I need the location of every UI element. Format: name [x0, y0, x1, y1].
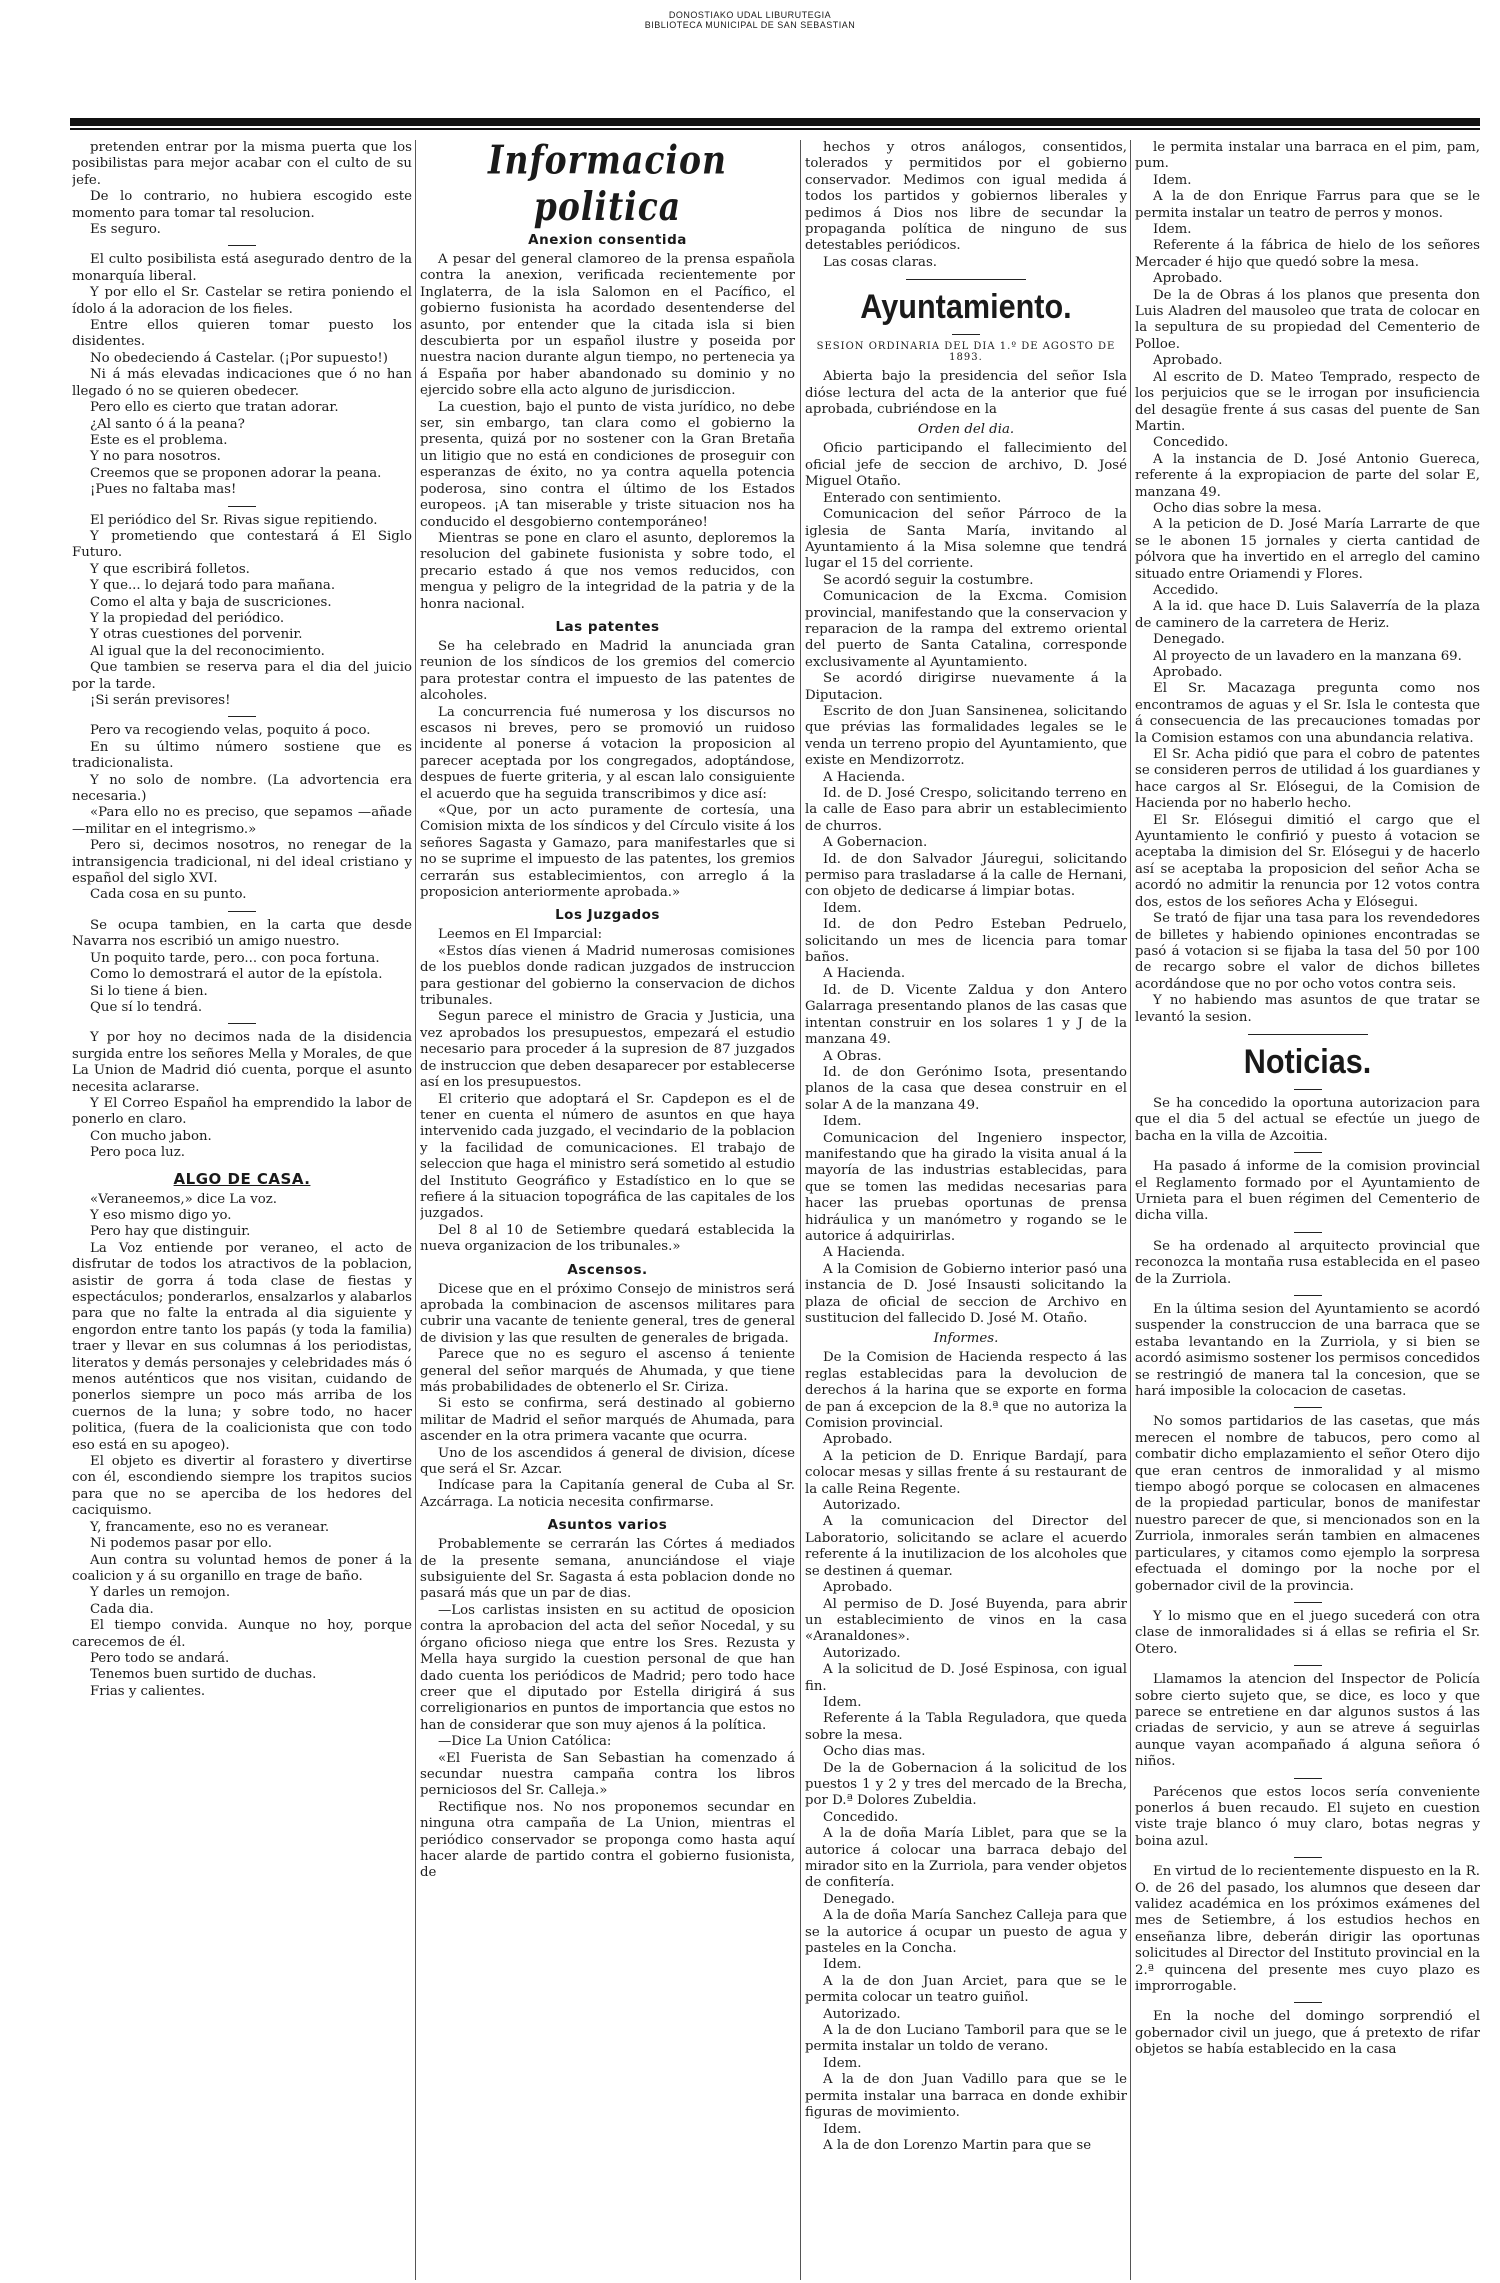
paragraph: Aun contra su voluntad hemos de poner á la coalicion y á su organillo en trage de baño.	[72, 1552, 412, 1584]
paragraph: El Sr. Macazaga pregunta como nos encontramos de aguas y el Sr. Isla le contesta que á consecuencia de las precauciones tomadas por la Comision estamos con una abundancia relativa.	[1135, 681, 1480, 746]
paragraph: Se acordó seguir la costumbre.	[823, 572, 1034, 588]
paragraph: Pero va recogiendo velas, poquito á poco.	[90, 723, 371, 739]
paragraph: Se ha celebrado en Madrid la anunciada gran reunion de los síndicos de los gremios del comercio para protestar contra el impuesto de las patentes de alcoholes.	[420, 638, 795, 704]
paragraph: En su último número sostiene que es tradicionalista.	[72, 739, 412, 772]
paragraph: Y por ello el Sr. Castelar se retira poniendo el ídolo á la adoracion de los fieles.	[72, 285, 412, 317]
paragraph: Enterado con sentimiento.	[823, 490, 1002, 506]
item-separator	[1294, 1407, 1322, 1408]
paragraph: Idem.	[823, 1114, 862, 1130]
paragraph: Pero poca luz.	[90, 1145, 185, 1161]
paragraph: A la comunicacion del Director del Laboratorio, solicitando se aclare el acuerdo referente á la inutilizacion de los alcoholes que se destinen á quemar.	[805, 1514, 1127, 1579]
paragraph: Probablemente se cerrarán las Córtes á mediados de la presente semana, anunciándose el viaje subsiguiente del Sr. Sagasta á esta poblacion donde no pasará más que un par de dias.	[420, 1537, 795, 1602]
paragraph: A Hacienda.	[823, 966, 906, 982]
paragraph: Aprobado.	[823, 1432, 893, 1448]
paragraph: A la de don Luciano Tamboril para que se le permita instalar un toldo de verano.	[805, 2023, 1127, 2055]
column-2	[420, 140, 795, 2280]
paragraph: No somos partidarios de las casetas, que más merecen el nombre de tabucos, pero como al combatir dicho emplazamiento el señor Otero dijo que eran centros de inmoralidad y al mismo tiempo abogó porque se colocasen en almacenes de la propiedad particular, bonos de manifestar nuestro parecer de que, si mencionados son en la Zurriola, inmorales serán tambien en almacenes particulares, y citamos como ejemplo la sorpresa efectuada el domingo por la noche por el gobernador civil de la provincia.	[1135, 1414, 1480, 1594]
paragraph: le permita instalar una barraca en el pim, pam, pum.	[1135, 140, 1480, 172]
paragraph: A la id. que hace D. Luis Salaverría de la plaza de caminero de la carretera de Heriz.	[1135, 599, 1480, 631]
paragraph: «Estos días vienen á Madrid numerosas comisiones de los pueblos donde radican juzgados de instruccion para gestionar del gobierno la conservacion de dichos tribunales.	[420, 943, 795, 1009]
paragraph: A la de don Juan Arciet, para que se le permita colocar un teatro guiñol.	[805, 1973, 1127, 2006]
paragraph: De la Comision de Hacienda respecto á las reglas establecidas para la devolucion de derechos á la harina que se exporte en forma de pan á excepcion de la 8.ª que no autoriza la Comision provincial.	[805, 1350, 1127, 1432]
column-4	[1135, 140, 1480, 2280]
paragraph: Comunicacion del señor Párroco de la iglesia de Santa María, invitando al Ayuntamiento á la Misa solemne que tendrá lugar el 15 del corriente.	[805, 507, 1127, 572]
paragraph: Y no habiendo mas asuntos de que tratar se levantó la sesion.	[1135, 993, 1480, 1025]
article-title-asuntos-varios: Asuntos varios	[547, 1517, 668, 1534]
paragraph: Aprobado.	[1153, 665, 1223, 680]
paragraph: Y por hoy no decimos nada de la disidencia surgida entre los señores Mella y Morales, de que La Union de Madrid dió cuenta, porque el asunto necesita aclararse.	[72, 1030, 412, 1095]
paragraph: Denegado.	[1153, 632, 1225, 648]
paragraph: Parécenos que estos locos sería conveniente ponerlos á buen recaudo. El sujeto en cuestion viste traje blanco ó muy claro, botas negras y boina azul.	[1135, 1784, 1480, 1849]
paragraph: A Hacienda.	[823, 1245, 906, 1261]
paragraph: Leemos en El Imparcial:	[438, 927, 603, 943]
paragraph: Ha pasado á informe de la comision provincial el Reglamento formado por el Ayuntamiento de Urnieta para el buen régimen del Cementerio de dicha villa.	[1135, 1159, 1480, 1224]
paragraph: Abierta bajo la presidencia del señor Isla dióse lectura del acta de la anterior que fué aprobada, cubriéndose en la	[805, 369, 1127, 418]
paragraph: El tiempo convida. Aunque no hoy, porque carecemos de él.	[72, 1618, 412, 1650]
paragraph: Y El Correo Español ha emprendido la labor de ponerlo en claro.	[72, 1095, 412, 1128]
paragraph: Creemos que se proponen adorar la peana.	[90, 465, 382, 481]
paragraph: La Voz entiende por veraneo, el acto de disfrutar de todos los atractivos de la poblacion, asistir de gorra á toda clase de fiestas y espectáculos; ponderarlos, ensalzarlos y alabarlos para que no falte la entrada al dia siguiente y engordon entre tanto los papás (y toda la familia) traer y llevar en sus columnas á los periodistas, literatos y demás personajes y celebridades más ó menos auténticos que nos visitan, cuidando de ponerlos siempre un poco más arriba de los cuernos de la luna; y sobre todo, no hacer politica, (fuera de la coalicionista que con todo eso está en su apogeo).	[72, 1240, 412, 1453]
masthead-rule-thin	[70, 128, 1480, 130]
paragraph: Idem.	[823, 1694, 862, 1710]
paragraph: En virtud de lo recientemente dispuesto en la R. O. de 26 del pasado, los alumnos que deseen dar validez académica en los próximos exámenes del mes de Setiembre, á los estudios hechos en enseñanza libre, deberán dirigir las oportunas solicitudes al Director del Instituto provincial en la 2.ª quincena del presente mes cuyo plazo es improrrogable.	[1135, 1864, 1480, 1995]
paragraph: pretenden entrar por la misma puerta que los posibilistas para mejor acabar con el culto de su jefe.	[72, 140, 412, 188]
paragraph: A pesar del general clamoreo de la prensa española contra la anexion, verificada recientemente por Inglaterra, de la isla Salomon en el Pacífico, el gobierno fusionista ha acordado desentenderse del asunto, por entender que la citada isla si bien descubierta por un español ilustre y poseida por nuestra nacion durante algun tiempo, no pertenecia ya á España por haber abandonado su dominio y no ejercido sobre ella acto alguno de jurisdiccion.	[420, 252, 795, 399]
paragraph: Autorizado.	[823, 1498, 901, 1514]
paragraph: Se trató de fijar una tasa para los revendedores de billetes y habiendo opiniones encontradas se pasó á votacion si se fijaba la tasa del 50 por 100 de recargo sobre el valor de dichos billetes acordándose que no por ocho votos contra seis.	[1135, 911, 1480, 992]
paragraph: Aprobado.	[823, 1580, 893, 1596]
paragraph: ¿Al santo ó á la peana?	[90, 416, 245, 432]
session-date: SESION ORDINARIA DEL DIA 1.º DE AGOSTO DE 1893.	[816, 341, 1116, 364]
paragraph: A la de don Lorenzo Martin para que se	[823, 2137, 1092, 2153]
paragraph: Al escrito de D. Mateo Temprado, respecto de los perjuicios que se le irrogan por insuficiencia del desagüe frente á sus casas del puente de San Martin.	[1135, 369, 1480, 434]
paragraph: Pero hay que distinguir.	[90, 1224, 251, 1240]
paragraph: ¡Si serán previsores!	[90, 693, 231, 708]
archive-header-line1: DONOSTIAKO UDAL LIBURUTEGIA	[668, 10, 832, 20]
paragraph: A la peticion de D. Enrique Bardají, para colocar mesas y sillas frente á su restaurant de la calle Reina Regente.	[805, 1448, 1127, 1497]
paragraph: Referente á la Tabla Reguladora, que queda sobre la mesa.	[805, 1711, 1127, 1743]
paragraph: A Obras.	[823, 1048, 882, 1064]
paragraph: Y, francamente, eso no es veranear.	[90, 1519, 330, 1535]
paragraph: Que sí lo tendrá.	[90, 999, 203, 1015]
paragraph: Con mucho jabon.	[90, 1128, 212, 1144]
article-title-ascensos: Ascensos.	[567, 1261, 648, 1278]
paragraph: Y darles un remojon.	[90, 1585, 231, 1601]
paragraph: «Veraneemos,» dice La voz.	[90, 1191, 278, 1207]
paragraph: Idem.	[823, 2055, 862, 2071]
informes-heading: Informes.	[933, 1331, 999, 1347]
paragraph: Y eso mismo digo yo.	[90, 1207, 232, 1223]
paragraph: Cada cosa en su punto.	[90, 887, 247, 903]
paragraph: Y que escribirá folletos.	[90, 561, 250, 577]
archive-header-line2: BIBLIOTECA MUNICIPAL DE SAN SEBASTIAN	[644, 20, 856, 30]
paragraph: «Que, por un acto puramente de cortesía, una Comision mixta de los síndicos y del Círculo visite á los señores Sagasta y Gamazo, para manifestarles que si no se suprime el impuesto de las patentes, los gremios cerrarán sus establecimientos, con arreglo á la proposicion anteriormente aprobada.»	[420, 803, 795, 901]
section-title-noticias: Noticias.	[1243, 1042, 1372, 1081]
paragraph: Concedido.	[823, 1809, 899, 1825]
paragraph: Se ha concedido la oportuna autorizacion para que el dia 5 del actual se efectúe un juego de bacha en la villa de Azcoitia.	[1135, 1095, 1480, 1144]
column-3	[805, 140, 1127, 2280]
paragraph: El Sr. Acha pidió que para el cobro de patentes se consideren perros de utilidad á los guardianes y hace cargos al Sr. Elósegui, de la Comision de Hacienda por no haberlo hecho.	[1135, 747, 1480, 812]
paragraph: Aprobado.	[1153, 271, 1223, 287]
column-divider	[800, 140, 801, 2280]
paragraph: Denegado.	[823, 1891, 895, 1907]
paragraph: En la última sesion del Ayuntamiento se acordó suspender la construccion de una barraca que se estaba levantando en la Zurriola, y si bien se acordó asimismo sostener los permisos concedidos se restringió de manera tal la concesion, que se hará imposible la colocacion de casetas.	[1135, 1302, 1480, 1400]
paragraph: De la de Gobernacion á la solicitud de los puestos 1 y 2 y tres del mercado de la Brecha, por D.ª Dolores Zubeldia.	[805, 1760, 1127, 1809]
column-1	[72, 140, 412, 2280]
paragraph: A la Comision de Gobierno interior pasó una instancia de D. José Insausti solicitando la plaza de oficial de seccion de Archivo en sustitucion del fallecido D. José M. Otaño.	[805, 1261, 1127, 1326]
paragraph: ¡Pues no faltaba mas!	[90, 482, 237, 498]
masthead-rule	[70, 118, 1480, 126]
item-separator	[1294, 2002, 1322, 2003]
paragraph: Idem.	[1153, 172, 1192, 188]
paragraph: Y no para nosotros.	[90, 449, 221, 465]
paragraph: Al igual que la del reconocimiento.	[90, 643, 325, 659]
paragraph: Comunicacion de la Excma. Comision provincial, manifestando que la conservacion y reparacion de la rampa del extremo oriental del puerto de Santa Catalina, corresponde exclusivamente al Ayuntamiento.	[805, 589, 1127, 670]
paragraph: «Para ello no es preciso, que sepamos —añade—militar en el integrismo.»	[72, 805, 412, 837]
paragraph: De lo contrario, no hubiera escogido este momento para tomar tal resolucion.	[72, 189, 412, 221]
paragraph: Id. de D. José Crespo, solicitando terreno en la calle de Easo para abrir un establecimiento de churros.	[805, 786, 1127, 834]
paragraph: Rectifique nos. No nos proponemos secundar en ninguna otra campaña de La Union, mientras el periódico conservador se proponga como hasta aquí hacer alarde de partido contra el gobierno fusionista, de	[420, 1799, 795, 1881]
paragraph: Como el alta y baja de suscriciones.	[90, 594, 332, 610]
paragraph: Se ocupa tambien, en la carta que desde Navarra nos escribió un amigo nuestro.	[72, 917, 412, 950]
paragraph: Entre ellos quieren tomar puesto los disidentes.	[72, 318, 412, 350]
paragraph: Y no solo de nombre. (La advortencia era necesaria.)	[72, 772, 412, 805]
paragraph: Frias y calientes.	[90, 1683, 206, 1699]
section-title-informacion-politica: Informacion politica	[488, 140, 727, 230]
paragraph: Pero todo se andará.	[90, 1650, 230, 1666]
paragraph: Idem.	[823, 2121, 862, 2137]
paragraph: Dicese que en el próximo Consejo de ministros será aprobada la combinacion de ascensos militares para cubrir una vacante de teniente general, tres de general de division y las que resulten de generales de brigada.	[420, 1281, 795, 1346]
orden-del-dia-heading: Orden del dia.	[917, 422, 1015, 438]
paragraph: Un poquito tarde, pero... con poca fortuna.	[90, 950, 380, 966]
archive-header	[0, 10, 1500, 30]
article-title-anexion: Anexion consentida	[528, 232, 687, 248]
paragraph: De la de Obras á los planos que presenta don Luis Aladren del mausoleo que trata de colocar en la sepultura de su propiedad del Cementerio de Polloe.	[1135, 287, 1480, 352]
paragraph: Oficio participando el fallecimiento del oficial jefe de seccion de archivo, D. José Miguel Otaño.	[805, 441, 1127, 490]
item-separator	[1294, 1778, 1322, 1779]
paragraph: Que tambien se reserva para el dia del juicio por la tarde.	[72, 660, 412, 692]
paragraph: El culto posibilista está asegurado dentro de la monarquía liberal.	[72, 252, 412, 284]
paragraph: Si lo tiene á bien.	[90, 983, 208, 999]
paragraph: Se ha ordenado al arquitecto provincial que reconozca la montaña rusa establecida en el paseo de la Zurriola.	[1135, 1238, 1480, 1287]
paragraph: Es seguro.	[90, 222, 161, 238]
paragraph: Y otras cuestiones del porvenir.	[90, 627, 303, 643]
paragraph: A la de don Enrique Farrus para que se le permita instalar un teatro de perros y monos.	[1135, 189, 1480, 221]
paragraph: Pero ello es cierto que tratan adorar.	[90, 400, 339, 416]
paragraph: Ocho dias sobre la mesa.	[1153, 500, 1322, 516]
paragraph: A la solicitud de D. José Espinosa, con igual fin.	[805, 1662, 1127, 1694]
paragraph: —Los carlistas insisten en su actitud de oposicion contra la aprobacion del acta del señor Nocedal, y su órgano oficioso niega que entre los Sres. Rezusta y Mella haya surgido la cuestion personal de que han dado cuenta los periódicos de Madrid; pero todo hace creer que el diputado por Estella dirigirá á sus correligionarios en puntos de importancia que estos no han de considerar que son muy ajenos á la política.	[420, 1602, 795, 1733]
paragraph: Idem.	[1153, 222, 1192, 238]
paragraph: A la de doña María Sanchez Calleja para que se la autorice á ocupar un puesto de agua y pasteles en la Concha.	[805, 1908, 1127, 1957]
paragraph: A la de doña María Liblet, para que se la autorice á colocar una barraca debajo del mirador sito en la Zurriola, para vender objetos de confitería.	[805, 1826, 1127, 1891]
paragraph: Si esto se confirma, será destinado al gobierno militar de Madrid el señor marqués de Ahumada, para ascender en la otra primera vacante que ocurra.	[420, 1396, 795, 1445]
paragraph: Tenemos buen surtido de duchas.	[90, 1667, 317, 1683]
section-title-ayuntamiento: Ayuntamiento.	[860, 288, 1072, 327]
column-divider	[1130, 140, 1131, 2280]
paragraph: Se acordó dirigirse nuevamente á la Diputacion.	[805, 671, 1127, 703]
paragraph: Id. de don Pedro Esteban Pedruelo, solicitando un mes de licencia para tomar baños.	[805, 917, 1127, 966]
paragraph: El periódico del Sr. Rivas sigue repitiendo.	[90, 512, 378, 528]
paragraph: hechos y otros análogos, consentidos, tolerados y permitidos por el gobierno conservador. Medimos con igual medida á todos los partidos y gobiernos liberales y pedimos á Dios nos libre de secundar la propaganda política de ninguno de sus detestables periódicos.	[805, 140, 1127, 254]
paragraph: Ocho dias mas.	[823, 1744, 926, 1760]
paragraph: El Sr. Elósegui dimitió el cargo que el Ayuntamiento le confirió y puesto á votacion se aceptaba la dimision del Sr. Elósegui y de hacerlo así se aceptaba la proposicion del señor Acha se acordó no admitir la renuncia por 12 votos contra dos, estos de los señores Acha y Elósegui.	[1135, 812, 1480, 910]
paragraph: El objeto es divertir al forastero y divertirse con él, escondiendo siempre los trapitos sucios para que no se aperciba de los hedores del caciquismo.	[72, 1454, 412, 1519]
paragraph: Referente á la fábrica de hielo de los señores Mercader é hijo que quedó sobre la mesa.	[1135, 238, 1480, 270]
paragraph: El criterio que adoptará el Sr. Capdepon es el de tener en cuenta el número de asuntos en que haya intervenido cada juzgado, el vecindario de la poblacion y la facilidad de comunicaciones. El trabajo de seleccion que haga el ministro será sometido al estudio del Instituto Geográfico y Estadístico en lo que se refiere á la situacion topográfica de las capitales de los juzgados.	[420, 1091, 795, 1222]
paragraph: Id. de D. Vicente Zaldua y don Antero Galarraga presentando planos de las casas que intentan construir en los solares 1 y J de la manzana 49.	[805, 982, 1127, 1048]
item-separator	[1294, 1857, 1322, 1858]
paragraph: Llamamos la atencion del Inspector de Policía sobre cierto sujeto que, se dice, es loco y que parece se entretiene en dar algunos sustos á las criadas de servicio, y aun se atreve á seguirlas aunque vayan acompañado á alguna señora ó niños.	[1135, 1672, 1480, 1770]
article-title-juzgados: Los Juzgados	[555, 907, 660, 924]
paragraph: Autorizado.	[823, 1645, 901, 1661]
paragraph: A la de don Juan Vadillo para que se le permita instalar una barraca en donde exhibir figuras de movimiento.	[805, 2072, 1127, 2121]
paragraph: Accedido.	[1153, 582, 1219, 598]
paragraph: Parece que no es seguro el ascenso á teniente general del señor marqués de Ahumada, y que tiene más probabilidades de obtenerlo el Sr. Ciriza.	[420, 1347, 795, 1395]
paragraph: Ni á más elevadas indicaciones que ó no han llegado ó no se quieren obedecer.	[72, 367, 412, 399]
item-separator	[1294, 1602, 1322, 1603]
paragraph: «El Fuerista de San Sebastian ha comenzado á secundar nuestra campaña contra los libros perniciosos del Sr. Calleja.»	[420, 1750, 795, 1799]
paragraph: Y la propiedad del periódico.	[90, 610, 285, 626]
column-divider	[415, 140, 416, 2280]
paragraph: Mientras se pone en claro el asunto, deploremos la resolucion del gabinete fusionista y sobre todo, el precario estado á que nos vemos reducidos, con mengua y peligro de la integridad de la patria y de la honra nacional.	[420, 530, 795, 612]
paragraph: Al proyecto de un lavadero en la manzana 69.	[1153, 648, 1462, 664]
paragraph: A Gobernacion.	[823, 835, 928, 851]
paragraph: Pero si, decimos nosotros, no renegar de la intransigencia tradicional, ni del ideal cristiano y español del siglo XVI.	[72, 838, 412, 887]
paragraph: —Dice La Union Católica:	[438, 1734, 612, 1750]
paragraph: Y que... lo dejará todo para mañana.	[90, 578, 336, 594]
article-title-patentes: Las patentes	[555, 618, 660, 635]
paragraph: Escrito de don Juan Sansinenea, solicitando que prévias las formalidades legales se le venda un terreno propio del Ayuntamiento, que existe en Mendizorrotz.	[805, 703, 1127, 769]
paragraph: Cada dia.	[90, 1601, 154, 1617]
paragraph: A la instancia de D. José Antonio Guereca, referente á la expropiacion de parte del solar E, manzana 49.	[1135, 451, 1480, 500]
paragraph: No obedeciendo á Castelar. (¡Por supuesto!)	[90, 350, 388, 366]
paragraph: Comunicacion del Ingeniero inspector, manifestando que ha girado la visita anual á la mayoría de las industrias establecidas, para que se tomen las medidas necesarias para hacer las pruebas oportunas de prensa hidráulica y un manómetro y rogando se le autorice á adquirirlas.	[805, 1130, 1127, 1244]
paragraph: Uno de los ascendidos á general de division, dícese que será el Sr. Azcar.	[420, 1445, 795, 1478]
paragraph: Segun parece el ministro de Gracia y Justicia, una vez aprobados los presupuestos, empezará el estudio necesario para proceder á la supresion de 87 juzgados de instruccion que deben desaparecer por establecerse así en los presupuestos.	[420, 1009, 795, 1091]
paragraph: Como lo demostrará el autor de la epístola.	[90, 967, 383, 983]
item-separator	[1294, 1665, 1322, 1666]
section-title-algo-de-casa: ALGO DE CASA.	[173, 1169, 311, 1188]
paragraph: A Hacienda.	[823, 769, 906, 785]
paragraph: Aprobado.	[1153, 353, 1223, 369]
paragraph: En la noche del domingo sorprendió el gobernador civil un juego, que á pretexto de rifar objetos se había establecido en la casa	[1135, 2009, 1480, 2058]
paragraph: La cuestion, bajo el punto de vista jurídico, no debe ser, sin embargo, tan clara como el gobierno la presenta, quizá por no sostener con la Gran Bretaña un litigio que no está en condiciones de proseguir con esperanzas de éxito, no ya contra aquella potencia poderosa, sino contra el último de los Estados europeos. ¡A tan miserable y triste situacion nos ha conducido el desgobierno contemporáneo!	[420, 399, 795, 530]
paragraph: Indícase para la Capitanía general de Cuba al Sr. Azcárraga. La noticia necesita confirmarse.	[420, 1478, 795, 1510]
paragraph: Idem.	[823, 1957, 862, 1973]
item-separator	[1294, 1152, 1322, 1153]
paragraph: La concurrencia fué numerosa y los discursos no escasos ni breves, pero se promovió un ruidoso incidente al ponerse á votacion la proposicion al parecer aceptada por los congregados, adoptándose, despues de fuerte griteria, y al escan lalo consiguiente el acuerdo que ha seguida transcribimos y dice así:	[420, 704, 795, 802]
paragraph: Este es el problema.	[90, 432, 228, 448]
item-separator	[1294, 1232, 1322, 1233]
paragraph: Autorizado.	[823, 2006, 901, 2022]
paragraph: Del 8 al 10 de Setiembre quedará establecida la nueva organizacion de los tribunales.»	[420, 1222, 795, 1255]
paragraph: Y prometiendo que contestará á El Siglo Futuro.	[72, 528, 412, 561]
paragraph: Ni podemos pasar por ello.	[90, 1536, 272, 1552]
paragraph: Idem.	[823, 900, 862, 916]
paragraph: Id. de don Salvador Jáuregui, solicitando permiso para trasladarse á la calle de Hernani, con objeto de dedicarse á limpiar botas.	[805, 851, 1127, 900]
paragraph: Id. de don Gerónimo Isota, presentando planos de la casa que desea construir en el solar A de la manzana 49.	[805, 1064, 1127, 1113]
paragraph: Y lo mismo que en el juego sucederá con otra clase de inmoralidades si á ellas se refiria el Sr. Otero.	[1135, 1608, 1480, 1657]
paragraph: Al permiso de D. José Buyenda, para abrir un establecimiento de vinos en la casa «Aranaldones».	[805, 1596, 1127, 1645]
paragraph: Concedido.	[1153, 435, 1229, 451]
paragraph: Las cosas claras.	[823, 254, 938, 270]
item-separator	[1294, 1295, 1322, 1296]
paragraph: A la peticion de D. José María Larrarte de que se le abonen 15 jornales y cierta cantidad de pólvora que ha invertido en el arreglo del camino situado entre Oriamendi y Flores.	[1135, 517, 1480, 582]
